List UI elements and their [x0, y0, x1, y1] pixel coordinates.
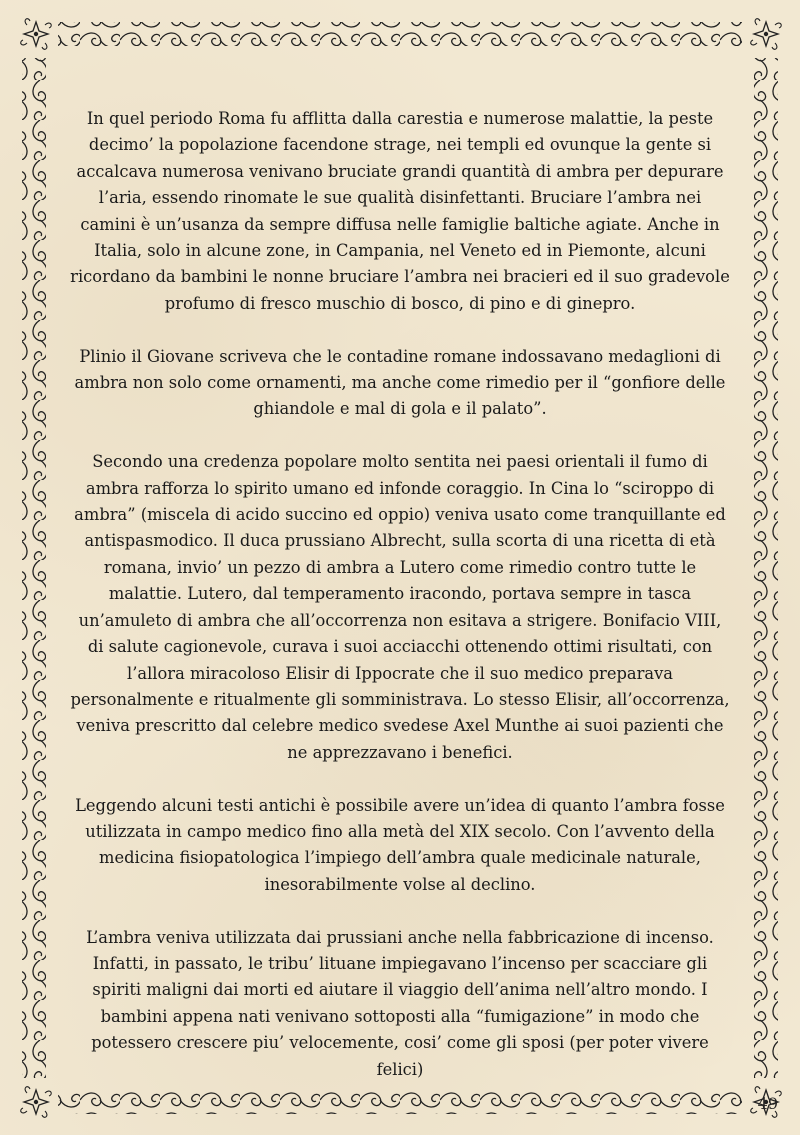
paragraph-4: Leggendo alcuni testi antichi è possibile avere un’idea di quanto l’ambra fosse utilizzata in campo medico fino alla metà del XIX secolo. Con l’avvento della medicina fisiopatologica l’impiego dell’ambra quale medicinale naturale, inesorabilmente volse al declino.	[75, 795, 725, 894]
paragraph-3: Secondo una credenza popolare molto sentita nei paesi orientali il fumo di ambra rafforza lo spirito umano ed infonde coraggio. In Cina lo “sciroppo di ambra” (miscela di acido succino ed oppio) veniva usato come tranquillante ed antispasmodico. Il duca prussiano Albrecht, sulla scorta di una ricetta di età romana, invio’ un pezzo di ambra a Lutero come rimedio contro tutte le malattie. Lutero, dal temperamento iracondo, portava sempre in tasca un’amuleto di ambra che all’occorrenza non esitava a strigere. Bonifacio VIII, di salute cagionevole, curava i suoi acciacchi ottenendo ottimi risultati, con l’allora miracoloso Elisir di Ippocrate che il suo medico preparava personalmente e ritualmente gli somministrava. Lo stesso Elisir, all’occorrenza, veniva prescritto dal celebre medico svedese Axel Munthe ai suoi pazienti che ne apprezzavano i benefici.	[70, 452, 730, 762]
page-text	[70, 106, 730, 1109]
page-number: 49	[757, 1094, 778, 1113]
paragraph-1: In quel periodo Roma fu afflitta dalla carestia e numerose malattie, la peste decimo’ la popolazione facendone strage, nei templi ed ovunque la gente si accalcava numerosa venivano bruciate grandi quantità di ambra per depurare l’aria, essendo rinomate le sue qualità disinfettanti. Bruciare l’ambra nei camini è un’usanza da sempre diffusa nelle famiglie baltiche agiate. Anche in Italia, solo in alcune zone, in Campania, nel Veneto ed in Piemonte, alcuni ricordano da bambini le nonne bruciare l’ambra nei bracieri ed il suo gradevole profumo di fresco muschio di bosco, di pino e di ginepro.	[70, 109, 730, 313]
paragraph-2: Plinio il Giovane scriveva che le contadine romane indossavano medaglioni di ambra non solo come ornamenti, ma anche come rimedio per il “gonfiore delle ghiandole e mal di gola e il palato”.	[74, 346, 726, 419]
paragraph-5: L’ambra veniva utilizzata dai prussiani anche nella fabbricazione di incenso. Infatti, in passato, le tribu’ lituane impiegavano l’incenso per scacciare gli spiriti maligni dai morti ed aiutare il viaggio dell’anima nell’altro mondo. I bambini appena nati venivano sottoposti alla “fumigazione” in modo che potessero crescere piu’ velocemente, cosi’ come gli sposi (per poter vivere felici)	[86, 927, 714, 1079]
